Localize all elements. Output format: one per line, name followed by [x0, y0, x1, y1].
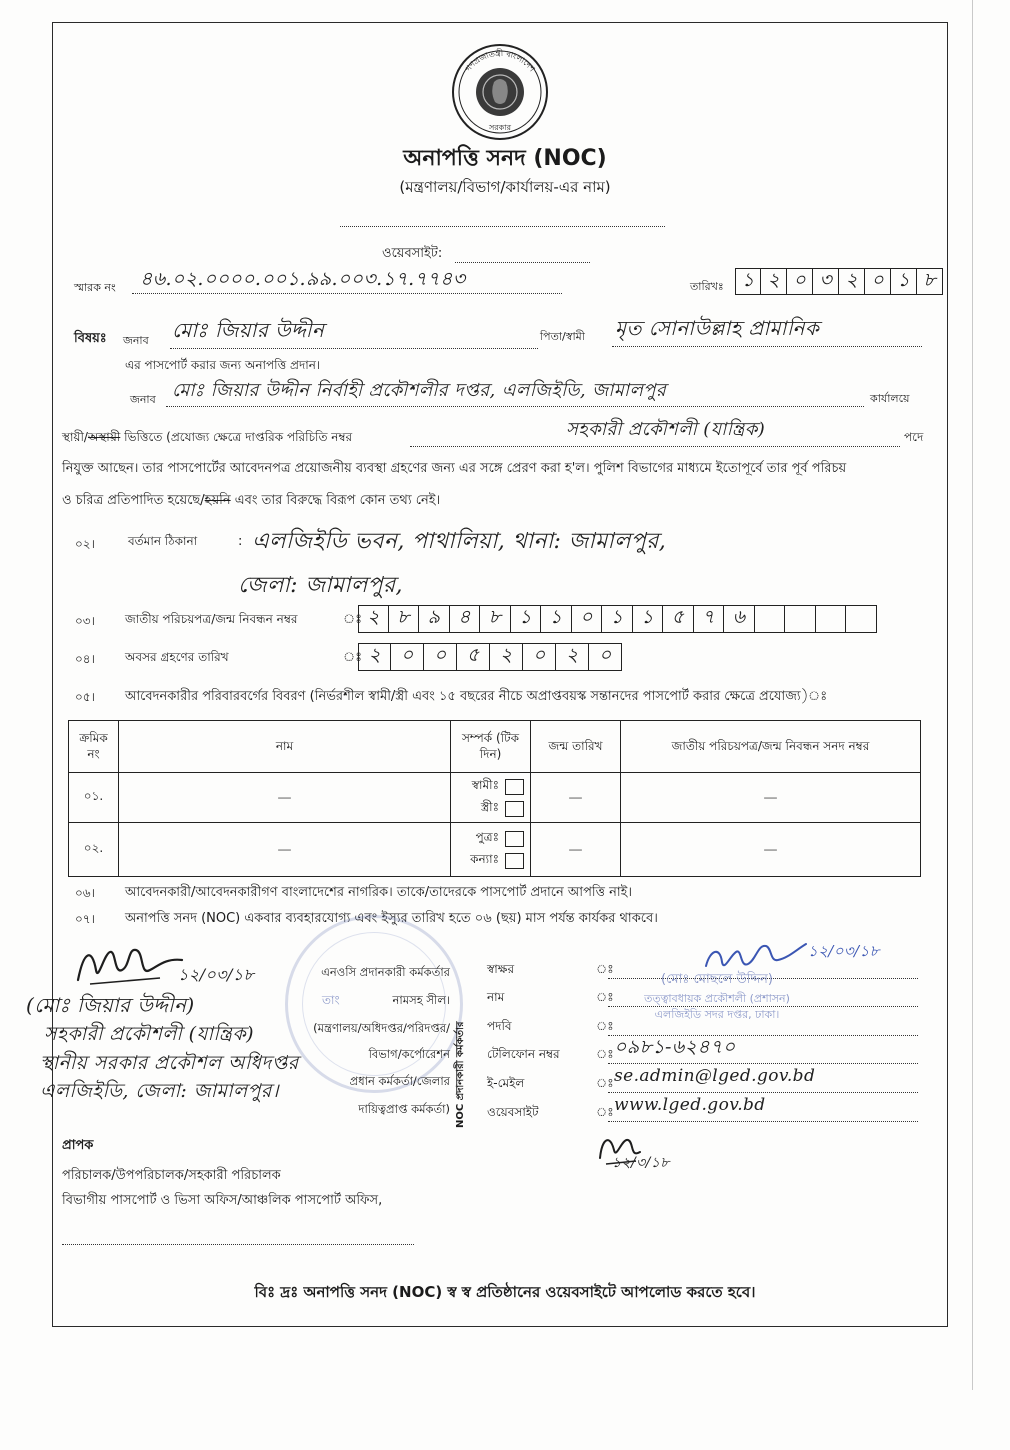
- recipient-line-2: বিভাগীয় পাসপোর্ট ও ভিসা অফিস/আঞ্চলিক পাসপোর্ট অফিস,: [62, 1193, 383, 1208]
- address-line-1: এলজিইডি ভবন, পাথালিয়া, থানা: জামালপুর,: [252, 529, 667, 554]
- issuer-email-line: [608, 1092, 918, 1093]
- issuer-signature-scribble-icon: [700, 932, 810, 982]
- citizenship-text: আবেদনকারী/আবেদনকারীগণ বাংলাদেশের নাগরিক। তাকে/তাদেরকে পাসপোর্ট প্রদানে আপত্তি নাই।: [125, 885, 633, 900]
- nid-digit-box: ০: [572, 605, 603, 633]
- item-06-number: ০৬।: [75, 886, 95, 900]
- item-07-number: ০৭।: [75, 912, 95, 926]
- date-digit-box: ২: [839, 268, 865, 295]
- row-nid: —: [621, 773, 921, 823]
- nid-empty-box: [755, 605, 786, 633]
- issuer-designation-sep: ঃ: [596, 1019, 614, 1033]
- seal-bottom-text: সরকার: [488, 123, 512, 132]
- applicant-sign-name: (মোঃ জিয়ার উদ্দীন): [26, 993, 195, 1017]
- address-label: বর্তমান ঠিকানা: [128, 534, 198, 548]
- header-dob: জন্ম তারিখ: [531, 721, 621, 773]
- date-label: তারিখঃ: [690, 280, 724, 293]
- issuer-label-4: বিভাগ/কর্পোরেশন: [368, 1047, 450, 1061]
- recipient-address-line: [62, 1244, 414, 1245]
- website-blank: [455, 262, 590, 263]
- page-subtitle: (মন্ত্রণালয়/বিভাগ/কার্যালয়-এর নাম): [399, 178, 611, 196]
- nid-digit-box: ৯: [419, 605, 450, 633]
- retirement-boxes: [358, 643, 622, 671]
- header-name: নাম: [119, 721, 451, 773]
- recipient-line-1: পরিচালক/উপপরিচালক/সহকারী পরিচালক: [62, 1168, 281, 1183]
- issuer-designation-label: পদবি: [487, 1019, 512, 1033]
- table-row: [69, 773, 921, 823]
- relation-option: [451, 828, 530, 850]
- row-dob: —: [531, 823, 621, 877]
- nid-digit-box: ৮: [389, 605, 420, 633]
- signature-scribble-icon: [70, 940, 190, 990]
- applicant-sign-designation: সহকারী প্রকৌশলী (যান্ত্রিক): [44, 1023, 254, 1045]
- issuer-name-label: নাম: [487, 990, 505, 1004]
- applicant-sign-date: ১২/০৩/১৮: [178, 965, 255, 984]
- issuer-signature-sep: ঃ: [596, 962, 614, 976]
- issuer-label-3: (মন্ত্রণালয়/অধিদপ্তর/পরিদপ্তর/: [313, 1021, 450, 1035]
- scan-edge-line: [972, 0, 973, 1390]
- father-name-line: [612, 346, 922, 347]
- applicant-signature: [70, 940, 190, 990]
- relation-option: [451, 776, 530, 798]
- nid-empty-box: [816, 605, 847, 633]
- retirement-digit-box: ২: [358, 643, 391, 671]
- form-border: [52, 22, 948, 1327]
- issuer-stamp-designation: তত্ত্বাবধায়ক প্রকৌশলী (প্রশাসন): [644, 992, 790, 1005]
- nid-digit-box: ২: [358, 605, 389, 633]
- row-relation: [451, 773, 531, 823]
- date-digit-box: ২: [761, 268, 787, 295]
- relation-label: পুত্রঃ: [475, 829, 499, 844]
- issuer-label-1: এনওসি প্রদানকারী কর্মকর্তার: [321, 965, 450, 979]
- footer-note: বিঃ দ্রঃ অনাপত্তি সনদ (NOC) স্ব স্ব প্রতিষ্ঠানের ওয়েবসাইটে আপলোড করতে হবে।: [254, 1283, 756, 1301]
- address-line-2: জেলা: জামালপুর,: [238, 573, 403, 598]
- applicant-office: মোঃ জিয়ার উদ্দীন নির্বাহী প্রকৌশলীর দপ্তর, এলজিইডি, জামালপুর: [172, 380, 667, 401]
- date-digit-box: ০: [865, 268, 891, 295]
- relation-checkbox: [505, 831, 524, 847]
- ministry-name-blank: [340, 226, 665, 227]
- date-digit-box: ০: [787, 268, 813, 295]
- relation-checkbox: [505, 801, 524, 817]
- applicant-office-line: [166, 406, 864, 407]
- retirement-digit-box: ২: [490, 643, 523, 671]
- relation-option: [451, 798, 530, 820]
- basis-permanent: স্থায়ী/: [62, 430, 88, 444]
- subject-line-2: এর পাসপোর্ট করার জন্য অনাপত্তি প্রদান।: [125, 358, 321, 372]
- row-dob: —: [531, 773, 621, 823]
- address-separator: :: [238, 534, 243, 549]
- issuer-phone-label: টেলিফোন নম্বর: [487, 1047, 560, 1061]
- item-04-number: ০৪।: [75, 652, 95, 666]
- issuer-vertical-label: NOC প্রদানকারী কর্মকর্তার: [455, 1021, 466, 1128]
- retirement-digit-box: ২: [556, 643, 589, 671]
- issuer-label-6: দায়িত্বপ্রাপ্ত কর্মকর্তা): [358, 1102, 450, 1116]
- retirement-separator: ঃ: [343, 650, 363, 665]
- header-serial: ক্রমিক নং: [69, 721, 119, 773]
- subject-mr-label: জনাব: [123, 334, 149, 347]
- date-boxes: [735, 268, 943, 295]
- nid-digit-box: ১: [511, 605, 542, 633]
- relation-label: স্বামীঃ: [471, 777, 499, 792]
- validity-text: অনাপত্তি সনদ (NOC) একবার ব্যবহারযোগ্য এবং ইস্যুর তারিখ হতে ০৬ (ছয়) মাস পর্যন্ত কার্যকর থাকবে।: [125, 911, 658, 926]
- relation-checkbox: [505, 779, 524, 795]
- nid-boxes: [358, 605, 877, 633]
- applicant-designation: সহকারী প্রকৌশলী (যান্ত্রিক): [566, 419, 766, 440]
- retirement-digit-box: ৫: [457, 643, 490, 671]
- nid-label: জাতীয় পরিচয়পত্র/জন্ম নিবন্ধন নম্বর: [125, 612, 298, 626]
- government-seal: [450, 42, 550, 142]
- row-name: —: [119, 773, 451, 823]
- issuer-phone-line: [608, 1063, 918, 1064]
- father-label: পিতা/স্বামী: [540, 330, 585, 343]
- issuer-website: www.lged.gov.bd: [614, 1095, 766, 1115]
- nid-digit-box: ৪: [450, 605, 481, 633]
- header-relation: সম্পর্ক (টিক দিন): [451, 721, 531, 773]
- row-nid: —: [621, 823, 921, 877]
- father-name: মৃত সোনাউল্লাহ প্রামানিক: [615, 316, 820, 340]
- nid-empty-box: [846, 605, 877, 633]
- page-title: অনাপত্তি সনদ (NOC): [403, 146, 607, 171]
- issuer-website-sep: ঃ: [596, 1105, 614, 1119]
- family-label: আবেদনকারীর পরিবারবর্গের বিবরণ (নির্ভরশীল স্বামী/স্ত্রী এবং ১৫ বছরের নীচে অপ্রাপ্তবয়স্ক সন্তানদের পাসপোর্ট করার ক্ষেত্রে প্রযোজ্য)ঃ: [125, 689, 828, 704]
- item-02-number: ০২।: [75, 537, 95, 551]
- nid-digit-box: ১: [633, 605, 664, 633]
- basis-rest: ভিত্তিতে (প্রযোজ্য ক্ষেত্রে দাপ্তরিক পরিচিতি নম্বর: [120, 430, 353, 444]
- nid-empty-box: [785, 605, 816, 633]
- verified-line: [62, 493, 662, 509]
- retirement-digit-box: ০: [589, 643, 622, 671]
- seal-icon: [450, 42, 550, 142]
- relation-checkbox: [505, 853, 524, 869]
- retirement-digit-box: ০: [391, 643, 424, 671]
- family-table-header: [69, 721, 921, 773]
- verified-text-b: এবং তার বিরুদ্ধে বিরূপ কোন তথ্য নেই।: [230, 493, 441, 508]
- retirement-digit-box: ০: [424, 643, 457, 671]
- relation-label: স্ত্রীঃ: [480, 799, 499, 814]
- office-suffix: কার্যালয়ে: [870, 392, 910, 405]
- recipient-label: প্রাপক: [62, 1138, 94, 1153]
- item-05-number: ০৫।: [75, 690, 95, 704]
- stamp-date-label: তাং: [322, 993, 340, 1007]
- issuer-label-2: নামসহ সীল।: [392, 993, 450, 1007]
- nid-digit-box: ৭: [694, 605, 725, 633]
- basis-temporary-struck: অস্থায়ী: [87, 430, 121, 444]
- designation-line: [410, 446, 900, 447]
- memo-label: স্মারক নং: [74, 281, 116, 294]
- nid-digit-box: ৮: [480, 605, 511, 633]
- nid-digit-box: ৬: [724, 605, 755, 633]
- applicant-sign-office: স্থানীয় সরকার প্রকৌশল অধিদপ্তর: [40, 1052, 299, 1074]
- issuer-signature: [700, 932, 810, 982]
- relation-label: কন্যাঃ: [470, 851, 499, 866]
- basis-line: [62, 430, 562, 445]
- issuer-stamp-name: (মোঃ মোছলে উদ্দিন): [661, 972, 773, 987]
- header-nid: জাতীয় পরিচয়পত্র/জন্ম নিবন্ধন সনদ নম্বর: [621, 721, 921, 773]
- table-row: [69, 823, 921, 877]
- nid-separator: ঃ: [343, 612, 363, 627]
- subject-label: বিষয়ঃ: [74, 331, 107, 346]
- family-table: [68, 720, 921, 877]
- issuer-phone-sep: ঃ: [596, 1047, 614, 1061]
- nid-digit-box: ৫: [663, 605, 694, 633]
- website-label: ওয়েবসাইট:: [382, 246, 443, 261]
- row-serial: ০১.: [69, 773, 119, 823]
- appointed-line: নিযুক্ত আছেন। তার পাসপোর্টের আবেদনপত্র প্রয়োজনীয় ব্যবস্থা গ্রহণের জন্য এর সঙ্গে প্রেরণ করা হ'ল। পুলিশ বিভাগের মাধ্যমে ইতোপূর্বে তার পূর্ব পরিচয়: [62, 461, 847, 476]
- issuer-email-sep: ঃ: [596, 1076, 614, 1090]
- row-relation: [451, 823, 531, 877]
- date-digit-box: ১: [735, 268, 761, 295]
- verified-text-a: ও চরিত্র প্রতিপাদিত হয়েছে/: [62, 493, 205, 508]
- designation-suffix: পদে: [904, 430, 924, 444]
- seal-top-text: গণপ্রজাতন্ত্রী বাংলাদেশ: [463, 48, 537, 74]
- row-name: —: [119, 823, 451, 877]
- date-digit-box: ৩: [813, 268, 839, 295]
- applicant-sign-district: এলজিইডি, জেলা: জামালপুর।: [40, 1080, 279, 1102]
- issuer-website-label: ওয়েবসাইট: [487, 1105, 539, 1119]
- applicant-name-line: [170, 348, 538, 349]
- issuer-website-line: [608, 1121, 918, 1122]
- issuer-signature-label: স্বাক্ষর: [487, 962, 515, 976]
- nid-digit-box: ১: [541, 605, 572, 633]
- nid-digit-box: ১: [602, 605, 633, 633]
- date-digit-box: ৮: [917, 268, 943, 295]
- issuer-name-sep: ঃ: [596, 990, 614, 1004]
- verified-struck: হয়নি: [204, 493, 231, 508]
- date-digit-box: ১: [891, 268, 917, 295]
- issuer-name-line: [608, 1006, 918, 1007]
- issuer-stamp-office: এলজিইডি সদর দপ্তর, ঢাকা।: [654, 1008, 780, 1021]
- issuer-email: se.admin@lged.gov.bd: [614, 1066, 816, 1086]
- row-serial: ০২.: [69, 823, 119, 877]
- countersign-date: ১২/৩/১৮: [612, 1155, 670, 1171]
- issuer-sign-date: ১২/০৩/১৮: [808, 942, 880, 960]
- issuer-email-label: ই-মেইল: [487, 1076, 525, 1090]
- issuer-phone: ০৯৮১-৬২৪৭০: [614, 1036, 736, 1058]
- relation-option: [451, 850, 530, 872]
- retirement-label: অবসর গ্রহণের তারিখ: [125, 650, 229, 664]
- retirement-digit-box: ০: [523, 643, 556, 671]
- item-03-number: ০৩।: [75, 614, 95, 628]
- memo-number: ৪৬.০২.০০০০.০০১.৯৯.০০৩.১৭.৭৭৪৩: [140, 268, 466, 290]
- issuer-label-5: প্রধান কর্মকর্তা/জেলার: [349, 1074, 450, 1088]
- applicant-name: মোঃ জিয়ার উদ্দীন: [172, 318, 325, 342]
- memo-number-line: [132, 293, 562, 294]
- body-mr-label: জনাব: [130, 393, 156, 406]
